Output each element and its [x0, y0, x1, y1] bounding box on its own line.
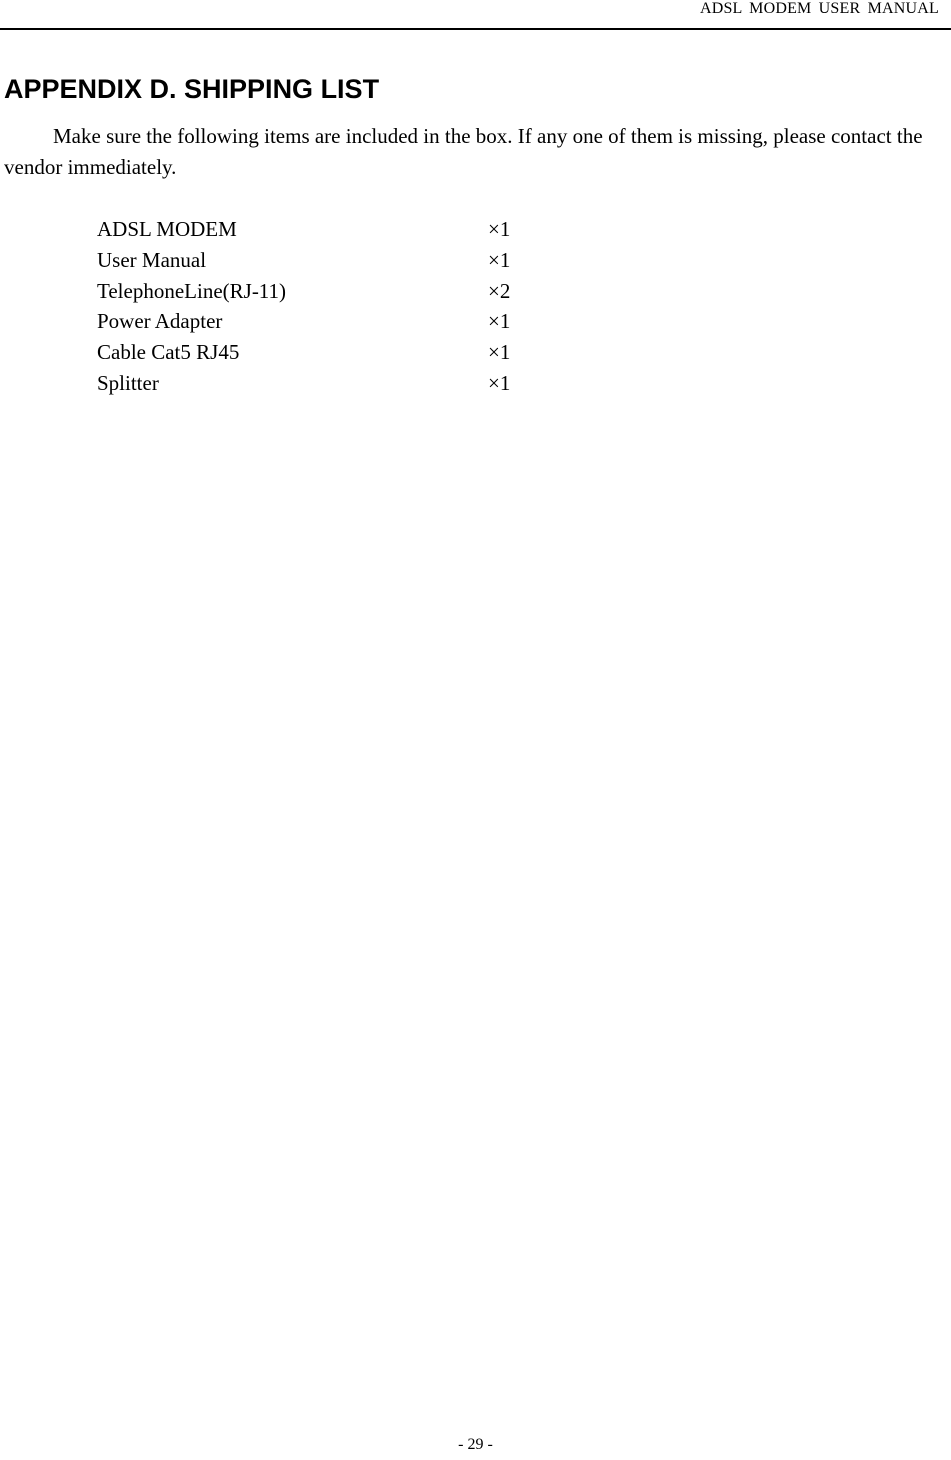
item-name: ADSL MODEM: [97, 217, 237, 241]
item-quantity: ×1: [488, 247, 511, 272]
page-number: - 29 -: [458, 1436, 493, 1453]
item-name: User Manual: [97, 247, 207, 272]
shipping-list: [97, 214, 537, 399]
list-item: [97, 245, 537, 276]
list-item: [97, 214, 537, 245]
item-quantity: ×1: [488, 340, 511, 365]
page-title: APPENDIX D. SHIPPING LIST: [4, 74, 380, 104]
item-name: TelephoneLine(RJ-11): [97, 278, 287, 303]
list-item: [97, 368, 537, 399]
item-name: Cable Cat5 RJ45: [97, 340, 240, 365]
item-name: Splitter: [97, 370, 159, 395]
intro-paragraph: Make sure the following items are included in the box. If any one of them is missing, please contact the vendor immediately.: [4, 124, 923, 179]
running-header: [0, 0, 951, 30]
item-quantity: ×1: [488, 309, 511, 334]
item-quantity: ×2: [488, 278, 511, 303]
list-item: [97, 276, 537, 307]
list-item: [97, 306, 537, 337]
running-header-title: ADSL MODEM USER MANUAL: [699, 0, 939, 17]
item-quantity: ×1: [488, 217, 511, 241]
item-quantity: ×1: [488, 370, 511, 395]
list-item: [97, 337, 537, 368]
item-name: Power Adapter: [97, 309, 223, 334]
